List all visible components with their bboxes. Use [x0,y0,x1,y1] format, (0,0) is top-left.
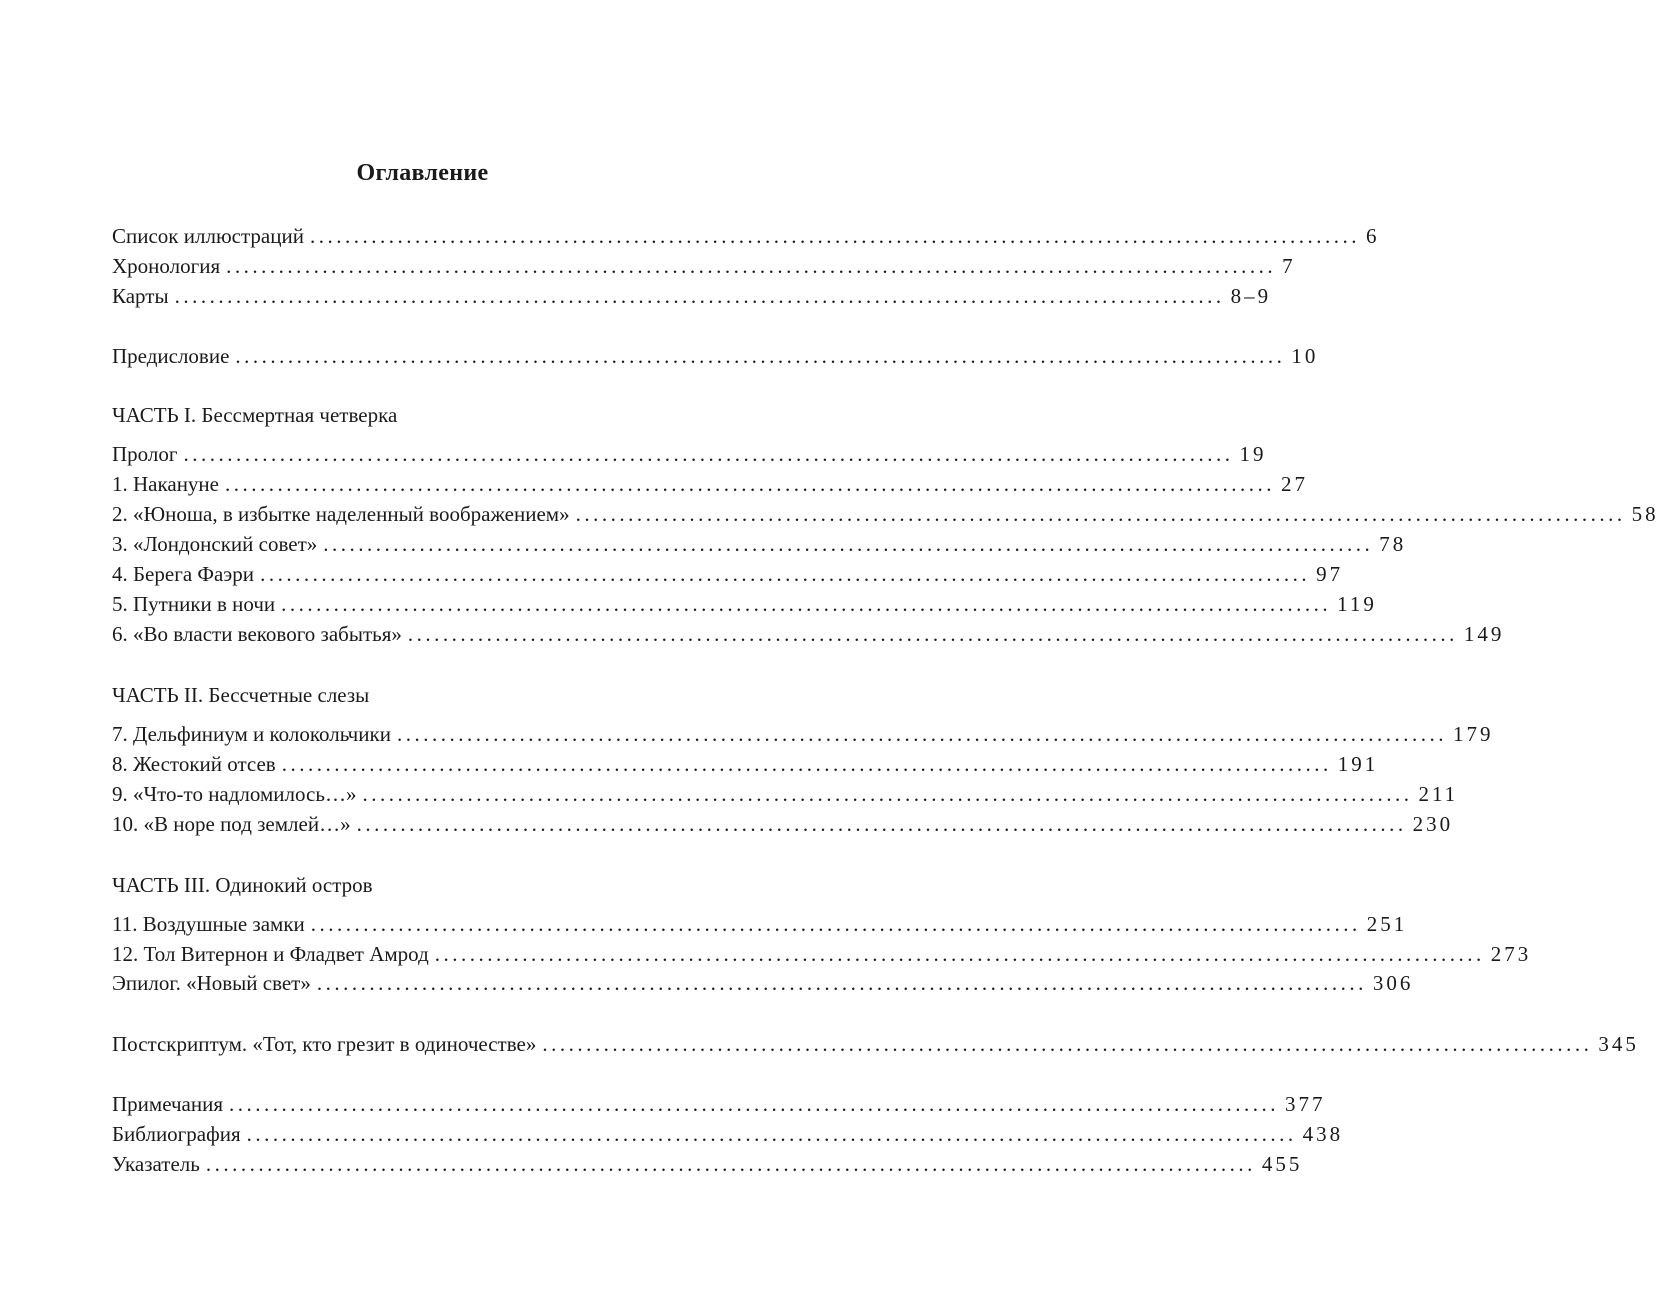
dot-leader: ........................................................................................................................ [281,752,1332,776]
entry-page: 251 [1366,912,1408,936]
entry-title: 1. Накануне [112,472,219,496]
entry-title: 11. Воздушные замки [112,912,305,936]
dot-leader: ........................................................................................................................ [316,971,1367,995]
toc-entry [112,1029,1639,1059]
toc-entry [112,749,1379,779]
entry-title: Постскриптум. «Тот, кто грезит в одиночестве» [112,1032,537,1056]
entry-page: 27 [1281,472,1308,496]
toc-entry [112,559,1344,589]
toc-entry [112,719,1494,749]
entry-page: 191 [1337,752,1379,776]
entry-page: 58 [1631,502,1659,526]
entry-page: 273 [1490,942,1532,966]
entry-title: 4. Берега Фаэри [112,562,255,586]
entry-page: 8–9 [1230,284,1272,308]
entry-title: Предисловие [112,344,230,368]
toc-entry [112,939,1532,969]
dot-leader: ........................................................................................................................ [323,532,1374,556]
dot-leader: ........................................................................................................................ [309,224,1360,248]
dot-leader: ........................................................................................................................ [235,344,1286,368]
toc-entry [112,589,1377,619]
toc-entry [112,281,1272,311]
dot-leader: ........................................................................................................................ [246,1122,1297,1146]
toc-entry [112,968,1414,998]
dot-leader: ........................................................................................................................ [229,1092,1280,1116]
entry-title: Карты [112,284,169,308]
entry-page: 19 [1239,442,1267,466]
toc-entry [112,341,1319,371]
entry-page: 149 [1463,622,1505,646]
entry-page: 455 [1261,1152,1303,1176]
entry-page: 6 [1365,224,1380,248]
entry-title: Список иллюстраций [112,224,304,248]
toc-entry [112,469,1308,499]
entry-title: 12. Тол Витернон и Фладвет Амрод [112,942,429,966]
toc-entry [112,221,1380,251]
entry-title: Указатель [112,1152,200,1176]
toc-entry [112,1119,1344,1149]
entry-title: 5. Путники в ночи [112,592,276,616]
dot-leader: ........................................................................................................................ [281,592,1332,616]
dot-leader: ........................................................................................................................ [434,942,1485,966]
entry-title: 2. «Юноша, в избытке наделенный воображением» [112,502,570,526]
entry-page: 211 [1418,782,1459,806]
entry-title: Библиография [112,1122,241,1146]
entry-title: 6. «Во власти векового забытья» [112,622,402,646]
entry-title: 3. «Лондонский совет» [112,532,318,556]
toc-entry [112,499,1659,529]
dot-leader: ........................................................................................................................ [542,1032,1593,1056]
dot-leader: ........................................................................................................................ [362,782,1413,806]
part-heading: ЧАСТЬ II. Бессчетные слезы [112,683,370,707]
entry-title: Пролог [112,442,178,466]
entry-page: 230 [1412,812,1454,836]
entry-title: 8. Жестокий отсев [112,752,276,776]
entry-page: 438 [1302,1122,1344,1146]
page-title: Оглавление [356,160,489,186]
dot-leader: ........................................................................................................................ [174,284,1225,308]
dot-leader: ........................................................................................................................ [183,442,1234,466]
dot-leader: ........................................................................................................................ [356,812,1407,836]
toc-entry [112,1149,1303,1179]
toc-entry [112,619,1505,649]
dot-leader: ........................................................................................................................ [205,1152,1256,1176]
entry-page: 377 [1285,1092,1326,1116]
dot-leader: ........................................................................................................................ [260,562,1311,586]
entry-page: 7 [1282,254,1296,278]
entry-page: 97 [1316,562,1344,586]
toc-entry [112,909,1408,939]
entry-page: 78 [1379,532,1407,556]
dot-leader: ........................................................................................................................ [226,254,1277,278]
dot-leader: ........................................................................................................................ [396,722,1447,746]
toc-entry [112,779,1459,809]
entry-page: 306 [1372,971,1414,995]
toc-entry [112,809,1454,839]
entry-page: 119 [1337,592,1377,616]
toc-entry [112,251,1296,281]
entry-page: 10 [1291,344,1319,368]
dot-leader: ........................................................................................................................ [575,502,1626,526]
toc-entry [112,1089,1326,1119]
entry-title: Хронология [112,254,221,278]
entry-title: Эпилог. «Новый свет» [112,971,311,995]
part-heading: ЧАСТЬ III. Одинокий остров [112,873,373,897]
dot-leader: ........................................................................................................................ [310,912,1361,936]
entry-title: 9. «Что-то надломилось…» [112,782,357,806]
entry-title: 10. «В норе под землей…» [112,812,351,836]
toc-entry [112,529,1407,559]
toc-entry [112,439,1267,469]
dot-leader: ........................................................................................................................ [407,622,1458,646]
dot-leader: ........................................................................................................................ [225,472,1275,496]
entry-title: 7. Дельфиниум и колокольчики [112,722,391,746]
entry-page: 345 [1598,1032,1639,1056]
part-heading: ЧАСТЬ I. Бессмертная четверка [112,403,398,427]
entry-title: Примечания [112,1092,224,1116]
entry-page: 179 [1452,722,1494,746]
